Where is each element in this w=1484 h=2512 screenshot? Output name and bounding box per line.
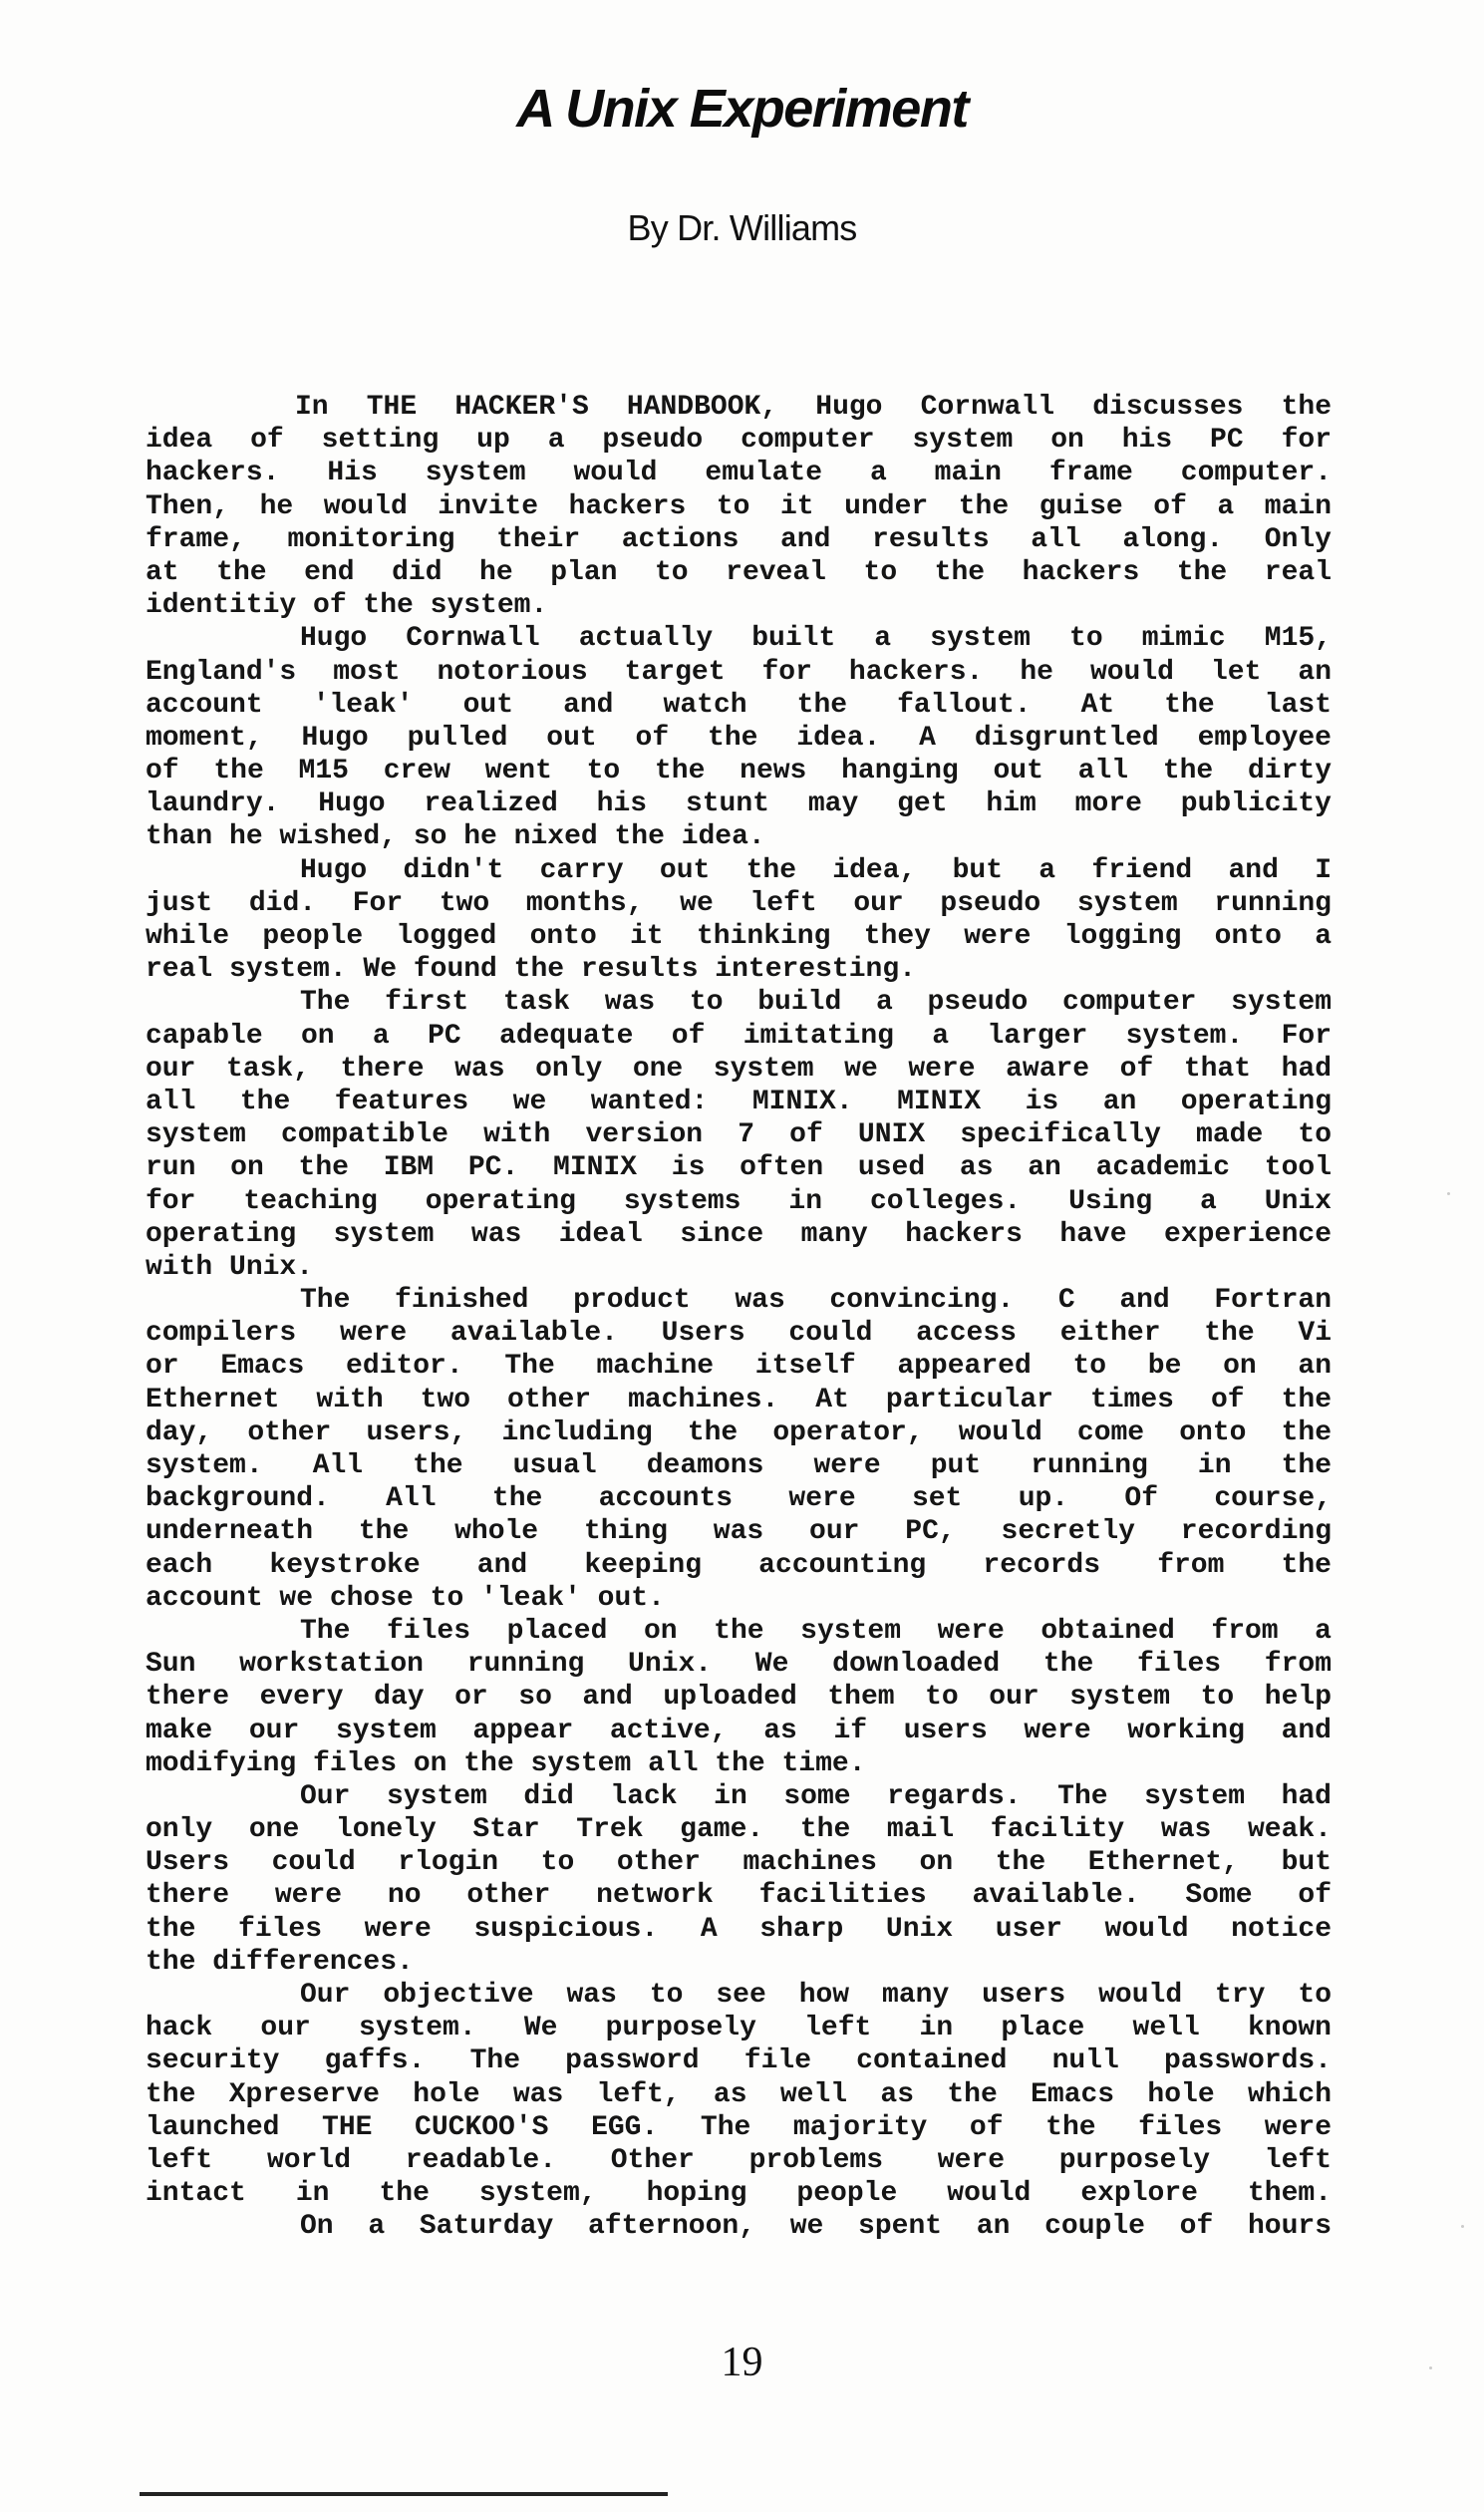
scan-speck	[1447, 1192, 1450, 1195]
body-line: Users could rlogin to other machines on the Ethernet, but	[146, 1847, 1332, 1879]
body-line: moment, Hugo pulled out of the idea. A disgruntled employee	[146, 722, 1332, 754]
body-line: The files placed on the system were obtained from a	[300, 1615, 1332, 1647]
body-line: only one lonely Star Trek game. the mail facility was weak.	[146, 1814, 1332, 1846]
body-line: our task, there was only one system we were aware of that had	[146, 1053, 1332, 1085]
body-line: make our system appear active, as if users were working and	[146, 1715, 1332, 1746]
body-line: for teaching operating systems in colleges. Using a Unix	[146, 1185, 1332, 1217]
body-line: Hugo didn't carry out the idea, but a friend and I	[300, 854, 1332, 886]
body-line: run on the IBM PC. MINIX is often used as an academic tool	[146, 1152, 1332, 1184]
page-number: 19	[721, 2340, 763, 2385]
body-line: The first task was to build a pseudo computer system	[300, 987, 1332, 1019]
body-line: operating system was ideal since many hackers have experience	[146, 1218, 1332, 1250]
body-line: all the features we wanted: MINIX. MINIX is an operating	[146, 1086, 1332, 1117]
body-line: system compatible with version 7 of UNIX specifically made to	[146, 1119, 1332, 1151]
body-line: The finished product was convincing. C and Fortran	[300, 1285, 1332, 1317]
body-line: at the end did he plan to reveal to the hackers the real	[146, 556, 1332, 588]
article-title: A Unix Experiment	[516, 79, 968, 139]
scan-speck	[1461, 2225, 1464, 2228]
body-line: In THE HACKER'S HANDBOOK, Hugo Cornwall discusses the	[295, 392, 1332, 423]
body-line: than he wished, so he nixed the idea.	[146, 821, 765, 853]
body-line: On a Saturday afternoon, we spent an couple of hours	[300, 2211, 1332, 2243]
body-line: system. All the usual deamons were put running in the	[146, 1450, 1332, 1481]
scan-speck	[1429, 2366, 1432, 2369]
body-line: hackers. His system would emulate a main frame computer.	[146, 458, 1332, 489]
body-line: left world readable. Other problems were purposely left	[146, 2144, 1332, 2176]
body-line: the Xpreserve hole was left, as well as the Emacs hole which	[146, 2078, 1332, 2110]
body-line: there were no other network facilities available. Some of	[146, 1880, 1332, 1912]
body-line: or Emacs editor. The machine itself appeared to be on an	[146, 1351, 1332, 1383]
body-line: real system. We found the results interesting.	[146, 954, 916, 986]
body-line: background. All the accounts were set up. Of course,	[146, 1483, 1332, 1515]
body-line: account 'leak' out and watch the fallout. At the last	[146, 689, 1332, 721]
body-line: Our objective was to see how many users would try to	[300, 1980, 1332, 2011]
body-line: just did. For two months, we left our pseudo system running	[146, 887, 1332, 919]
body-line: Hugo Cornwall actually built a system to mimic M15,	[300, 623, 1332, 655]
body-line: England's most notorious target for hackers. he would let an	[146, 656, 1332, 688]
body-line: frame, monitoring their actions and results all along. Only	[146, 523, 1332, 555]
body-line: Ethernet with two other machines. At particular times of the	[146, 1384, 1332, 1415]
body-line: account we chose to 'leak' out.	[146, 1582, 665, 1614]
body-line: the files were suspicious. A sharp Unix user would notice	[146, 1913, 1332, 1945]
body-line: launched THE CUCKOO'S EGG. The majority of the files were	[146, 2111, 1332, 2143]
body-line: the differences.	[146, 1946, 414, 1978]
body-line: capable on a PC adequate of imitating a larger system. For	[146, 1020, 1332, 1052]
body-line: security gaffs. The password file contained null passwords.	[146, 2045, 1332, 2077]
body-line: hack our system. We purposely left in place well known	[146, 2013, 1332, 2044]
article-body	[146, 391, 1332, 2244]
body-line: idea of setting up a pseudo computer system on his PC for	[146, 425, 1332, 457]
body-line: of the M15 crew went to the news hanging out all the dirty	[146, 756, 1332, 787]
body-line: modifying files on the system all the time.	[146, 1747, 866, 1779]
author-byline: By Dr. Williams	[627, 207, 857, 248]
body-line: compilers were available. Users could access either the Vi	[146, 1318, 1332, 1350]
body-line: laundry. Hugo realized his stunt may get him more publicity	[146, 788, 1332, 820]
body-line: day, other users, including the operator, would come onto the	[146, 1416, 1332, 1448]
body-line: each keystroke and keeping accounting records from the	[146, 1549, 1332, 1581]
body-line: Then, he would invite hackers to it under the guise of a main	[146, 490, 1332, 522]
body-line: Sun workstation running Unix. We downloaded the files from	[146, 1649, 1332, 1681]
body-line: underneath the whole thing was our PC, secretly recording	[146, 1516, 1332, 1548]
body-line: identitiy of the system.	[146, 590, 548, 622]
body-line: there every day or so and uploaded them to our system to help	[146, 1682, 1332, 1714]
body-line: while people logged onto it thinking they were logging onto a	[146, 921, 1332, 952]
body-line: intact in the system, hoping people would explore them.	[146, 2178, 1332, 2210]
bottom-rule	[140, 2492, 668, 2496]
body-line: Our system did lack in some regards. The system had	[300, 1780, 1332, 1812]
body-line: with Unix.	[146, 1251, 314, 1283]
